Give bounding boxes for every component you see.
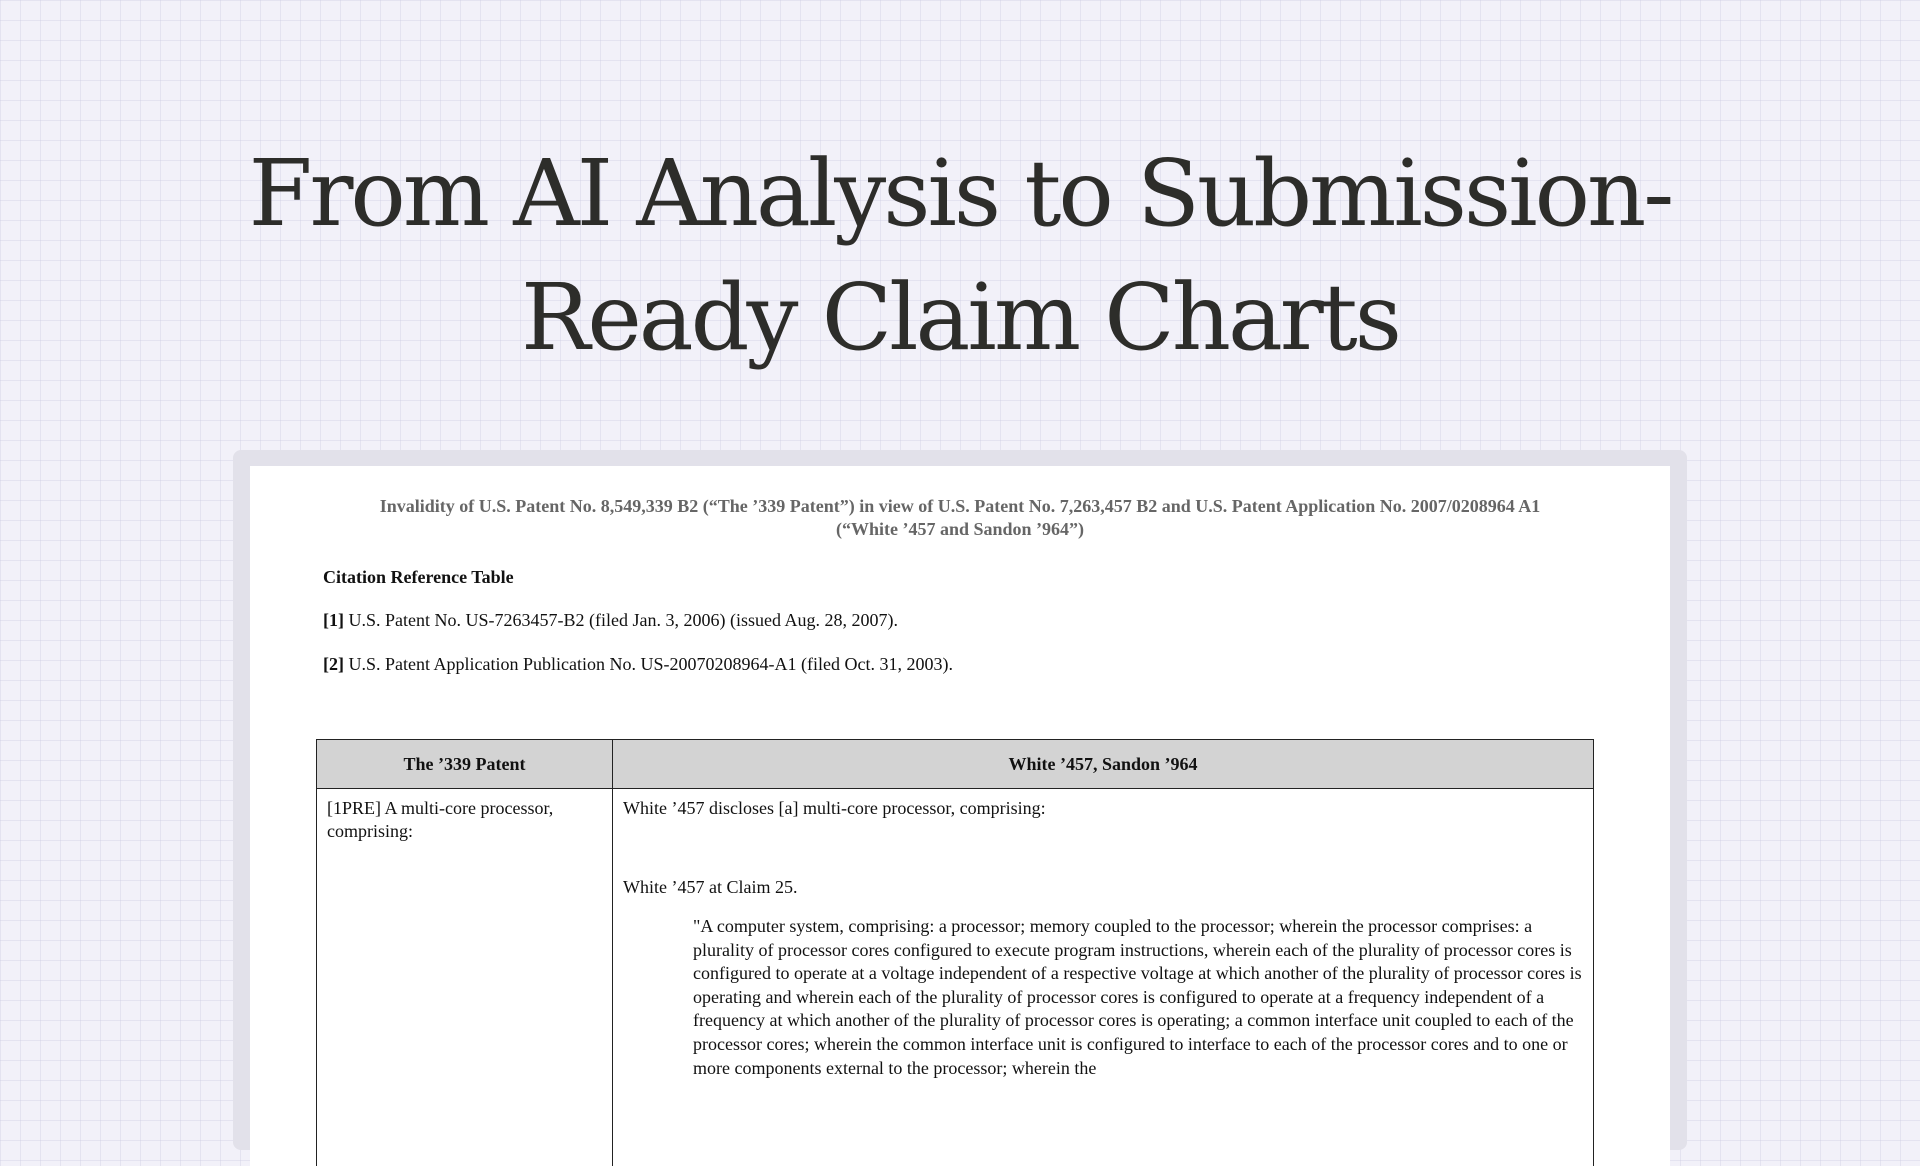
citation-item <box>323 654 953 675</box>
claim-cell: [1PRE] A multi-core processor, comprising: <box>317 789 613 1166</box>
citation-text: U.S. Patent No. US-7263457-B2 (filed Jan. 3, 2006) (issued Aug. 28, 2007). <box>349 610 898 630</box>
hero-title-line-1: From AI Analysis to Submission- <box>0 132 1920 256</box>
hero-title <box>0 132 1920 380</box>
citation-ref: [2] <box>323 654 344 674</box>
document-heading-line-2: (“White ’457 and Sandon ’964”) <box>310 518 1610 541</box>
citation-text: U.S. Patent Application Publication No. US-20070208964-A1 (filed Oct. 31, 2003). <box>349 654 953 674</box>
table-header-row <box>317 740 1594 789</box>
citation-item <box>323 610 898 631</box>
column-header-patent: The ’339 Patent <box>317 740 613 789</box>
citation-table-title: Citation Reference Table <box>323 567 514 588</box>
hero-title-line-2: Ready Claim Charts <box>0 256 1920 380</box>
evidence-cell <box>613 789 1594 1166</box>
quoted-claim-text: "A computer system, comprising: a processor; memory coupled to the processor; wherein the processor comprises: a plurality of processor cores configured to execute program instructions, wherein each of the plurality of processor cores is configured to operate at a voltage independent of a respective voltage at which another of the plurality of processor cores is operating and wherein each of the plurality of processor cores is configured to operate at a frequency independent of a frequency at which another of the plurality of processor cores is operating; a common interface unit coupled to each of the processor cores; wherein the common interface unit is configured to interface to each of the processor cores and to one or more components external to the processor; wherein the <box>693 915 1583 1080</box>
citation-reference: White ’457 at Claim 25. <box>623 876 1583 899</box>
document-page <box>250 466 1670 1166</box>
disclosure-text: White ’457 discloses [a] multi-core processor, comprising: <box>623 797 1583 820</box>
document-heading-line-1: Invalidity of U.S. Patent No. 8,549,339 B2 (“The ’339 Patent”) in view of U.S. Patent No. 7,263,457 B2 and U.S. Patent Application No. 2007/0208964 A1 <box>310 495 1610 518</box>
table-row <box>317 789 1594 1166</box>
claim-chart-table <box>316 739 1594 1166</box>
document-heading <box>310 495 1610 541</box>
column-header-prior-art: White ’457, Sandon ’964 <box>613 740 1594 789</box>
citation-ref: [1] <box>323 610 344 630</box>
